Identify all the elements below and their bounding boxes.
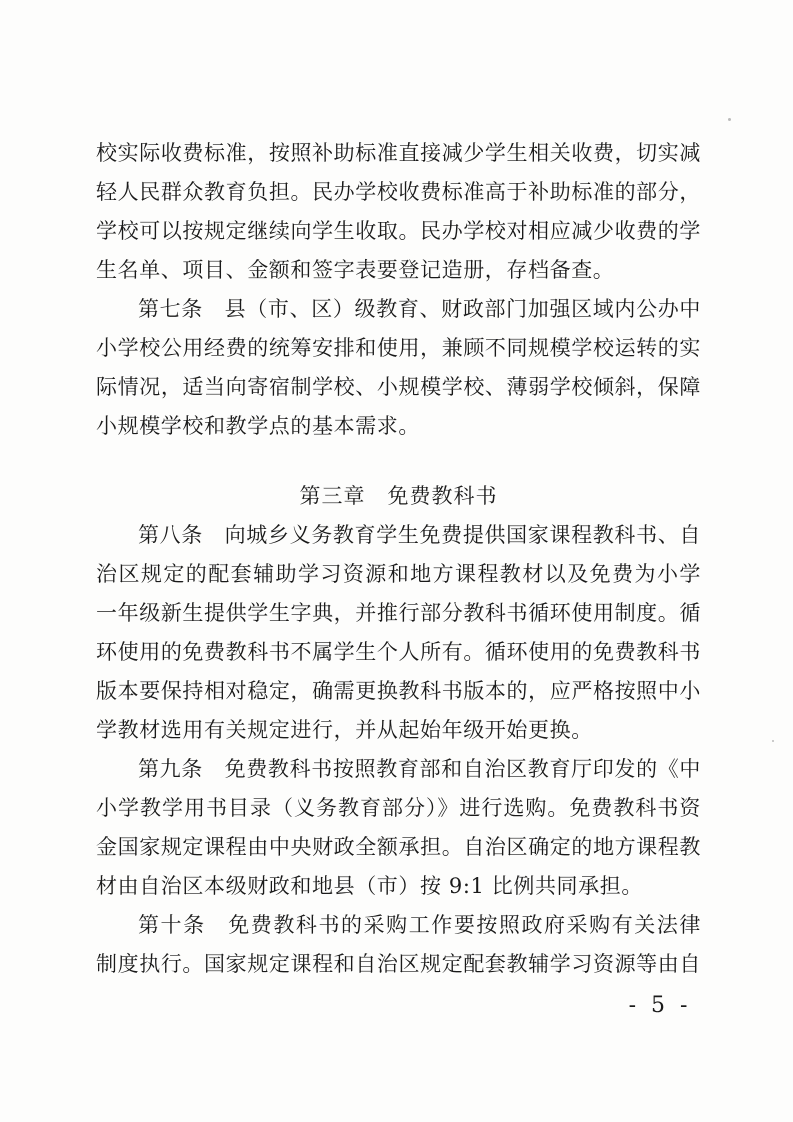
document-body — [96, 134, 701, 984]
text-line: 第九条 免费教科书按照教育部和自治区教育厅印发的《中 — [138, 757, 701, 781]
text-line: 小学教学用书目录（义务教育部分）》进行选购。免费教科书资 — [96, 796, 701, 820]
text-line: 制度执行。国家规定课程和自治区规定配套教辅学习资源等由自 — [96, 952, 701, 976]
text-line: 小规模学校和教学点的基本需求。 — [96, 414, 420, 438]
text-line: 校实际收费标准，按照补助标准直接减少学生相关收费，切实减 — [96, 141, 701, 165]
text-line: 第十条 免费教科书的采购工作要按照政府采购有关法律 — [138, 913, 701, 937]
text-line: 一年级新生提供学生字典，并推行部分教科书循环使用制度。循 — [96, 601, 701, 625]
text-line: 生名单、项目、金额和签字表要登记造册，存档备查。 — [96, 258, 615, 282]
page-number: - 5 - — [628, 993, 692, 1018]
text-line: 学教材选用有关规定进行，并从起始年级开始更换。 — [96, 718, 593, 742]
section-spacer — [96, 446, 701, 477]
paragraph-article-10 — [96, 906, 701, 984]
paragraph-article-9 — [96, 750, 701, 906]
text-line: 治区规定的配套辅助学习资源和地方课程教材以及免费为小学 — [96, 562, 701, 586]
chapter-heading: 第三章 免费教科书 — [299, 484, 498, 508]
text-line: 小学校公用经费的统筹安排和使用，兼顾不同规模学校运转的实 — [96, 336, 701, 360]
scan-speck — [728, 118, 731, 121]
text-line: 版本要保持相对稳定，确需更换教科书版本的，应严格按照中小 — [96, 679, 701, 703]
paragraph-article-7 — [96, 290, 701, 446]
text-line: 环使用的免费教科书不属学生个人所有。循环使用的免费教科书 — [96, 640, 701, 664]
text-line: 第七条 县（市、区）级教育、财政部门加强区域内公办中 — [138, 297, 701, 321]
paragraph-article-8 — [96, 516, 701, 750]
scan-speck — [772, 740, 774, 742]
text-line: 学校可以按规定继续向学生收取。民办学校对相应减少收费的学 — [96, 219, 701, 243]
text-line: 际情况，适当向寄宿制学校、小规模学校、薄弱学校倾斜，保障 — [96, 375, 701, 399]
paragraph-fee-standard — [96, 134, 701, 290]
text-line: 材由自治区本级财政和地县（市）按 9:1 比例共同承担。 — [96, 874, 643, 898]
text-line: 金国家规定课程由中央财政全额承担。自治区确定的地方课程教 — [96, 835, 701, 859]
text-line: 轻人民群众教育负担。民办学校收费标准高于补助标准的部分， — [96, 180, 701, 204]
text-line: 第八条 向城乡义务教育学生免费提供国家课程教科书、自 — [138, 523, 701, 547]
